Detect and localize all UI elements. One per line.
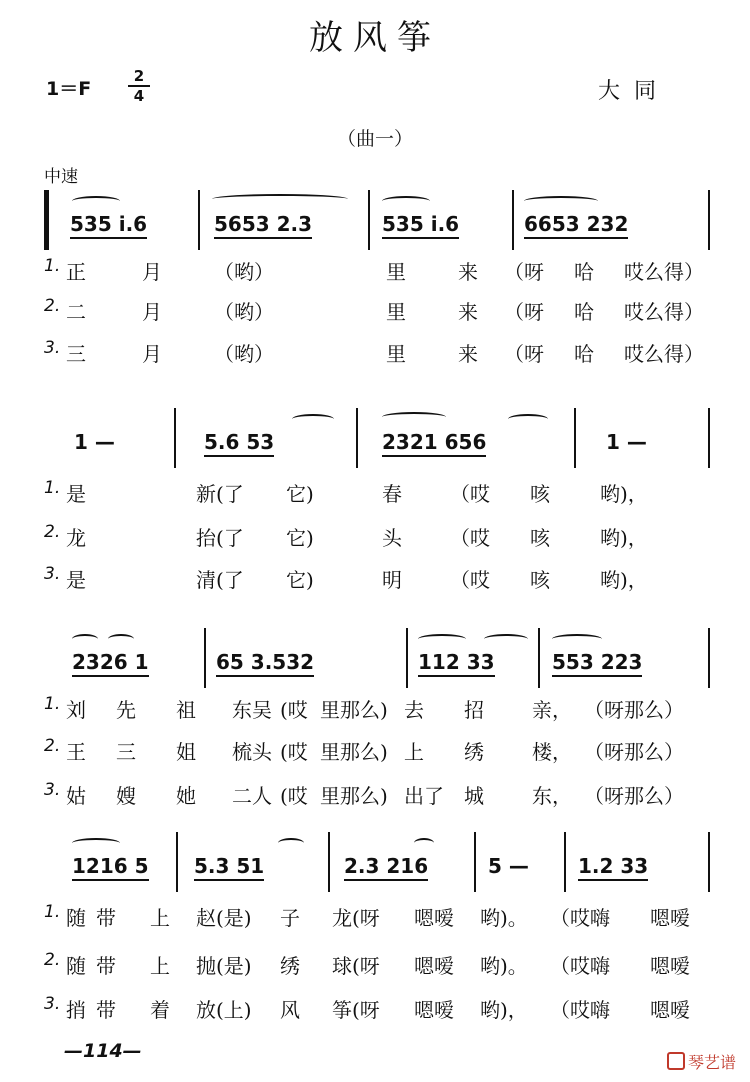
song-subtitle: （曲一） <box>336 128 413 150</box>
measure: 5.3 51 <box>194 854 264 881</box>
measure: 65 3.532 <box>216 650 314 677</box>
measure: 5.6 53 <box>204 430 274 457</box>
time-signature <box>128 68 150 104</box>
measure: 5 — <box>488 854 529 878</box>
song-origin: 大同 <box>598 79 671 104</box>
music-line-4 <box>44 832 720 892</box>
measure: 535 i.6 <box>70 212 147 239</box>
measure: 2.3 216 <box>344 854 428 881</box>
music-line-1 <box>44 190 720 250</box>
music-line-3 <box>44 628 720 688</box>
key-signature: 1＝F <box>46 78 92 100</box>
music-line-2 <box>44 408 720 468</box>
tempo-marking: 中速 <box>44 167 78 187</box>
watermark-logo: 琴艺谱 <box>667 1050 736 1073</box>
measure: 553 223 <box>552 650 642 677</box>
measure: 1 — <box>74 430 115 454</box>
meter-top: 2 <box>133 67 145 85</box>
measure: 1.2 33 <box>578 854 648 881</box>
measure: 535 i.6 <box>382 212 459 239</box>
measure: 2326 1 <box>72 650 149 677</box>
measure: 112 33 <box>418 650 495 677</box>
measure: 6653 232 <box>524 212 628 239</box>
measure: 1 — <box>606 430 647 454</box>
measure: 5653 2.3 <box>214 212 312 239</box>
measure: 1216 5 <box>72 854 149 881</box>
meter-bottom: 4 <box>133 87 145 105</box>
measure: 2321 656 <box>382 430 486 457</box>
piano-logo-icon <box>667 1052 685 1070</box>
page-number: —114— <box>64 1040 142 1062</box>
song-title: 放风筝 <box>309 18 441 58</box>
